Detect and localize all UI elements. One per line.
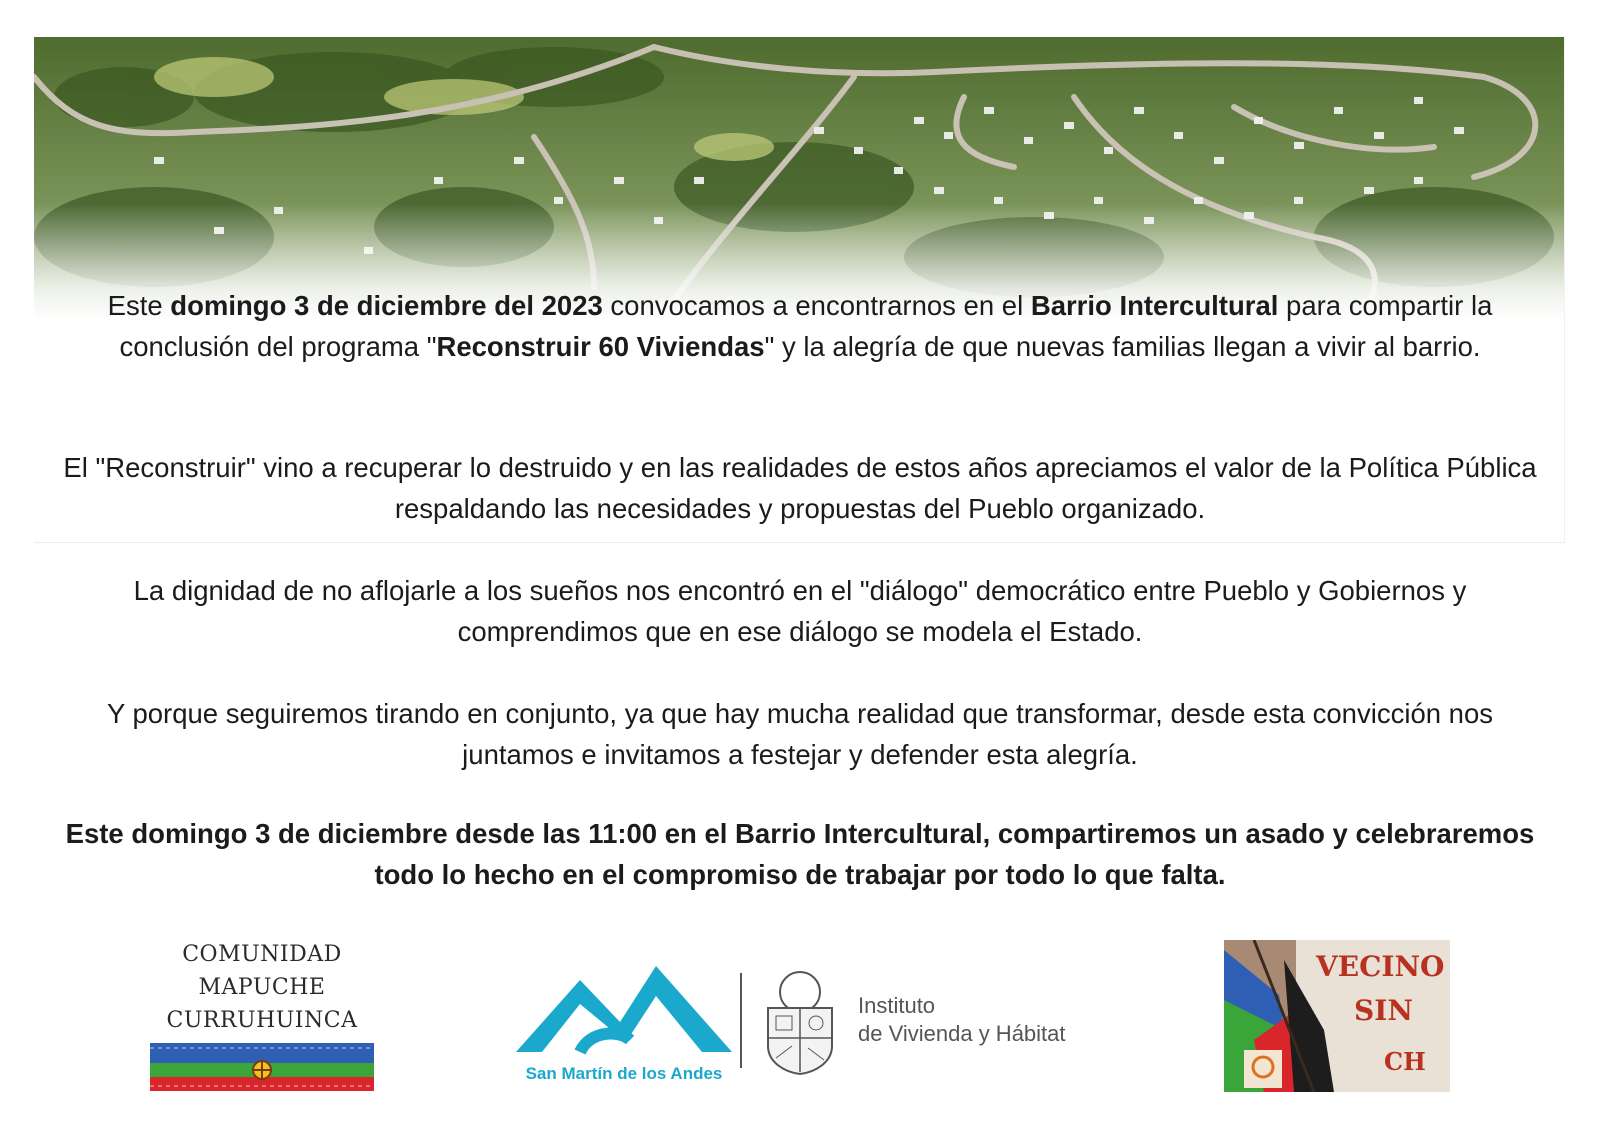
program-name-bold: Reconstruir 60 Viviendas [436,331,765,362]
intro-paragraph [60,285,1540,367]
instituto-vivienda-logo-text [858,992,1066,1048]
svg-text:VECINO: VECINO [1316,950,1445,983]
instituto-subline: de Vivienda y Hábitat [858,1021,1066,1046]
mountain-icon [510,960,738,1064]
comunidad-mapuche-logo [148,938,376,1086]
banner-flag-photo [1224,940,1450,1092]
text-span: " y la alegría de que nuevas familias llegan a vivir al barrio. [764,331,1481,362]
municipal-seal-icon [758,968,842,1081]
svg-text:CH: CH [1384,1047,1426,1076]
event-details-paragraph: Este domingo 3 de diciembre desde las 11:00 en el Barrio Intercultural, compartiremos un asado y celebraremos todo lo hecho en el compromiso de trabajar por todo lo que falta. [65,818,1535,890]
logo-separator [740,973,742,1068]
svg-text:SIN: SIN [1354,994,1413,1027]
municipio-logo [510,960,740,1090]
dignidad-paragraph: La dignidad de no aflojarle a los sueños nos encontró en el "diálogo" democrático entre Pueblo y Gobiernos y comprendimos que en ese diálogo se modela el Estado. [133,575,1467,647]
text-span: convocamos a encontrarnos en el [602,290,1031,321]
text-span: para compartir la conclusión del programa " [119,290,1493,362]
logo-text-line: MAPUCHE [198,975,326,1000]
logo-text-line: COMUNIDAD [182,942,342,967]
event-date-bold: domingo 3 de diciembre del 2023 [170,290,603,321]
municipio-name: San Martín de los Andes [525,1064,723,1083]
invitation-paragraph: Y porque seguiremos tirando en conjunto, ya que hay mucha realidad que transformar, desde esta convicción nos juntamos e invitamos a festejar y defender esta alegría. [106,698,1494,770]
logo-text-line: CURRUHUINCA [166,1008,358,1033]
mapuche-flag-icon [150,1043,374,1091]
text-span: Este [107,290,171,321]
reconstruir-paragraph: El "Reconstruir" vino a recuperar lo destruido y en las realidades de estos años apreciamos el valor de la Política Pública respaldando las necesidades y propuestas del Pueblo organizado. [63,452,1537,524]
instituto-line: Instituto [858,993,936,1018]
barrio-name-bold: Barrio Intercultural [1030,290,1279,321]
